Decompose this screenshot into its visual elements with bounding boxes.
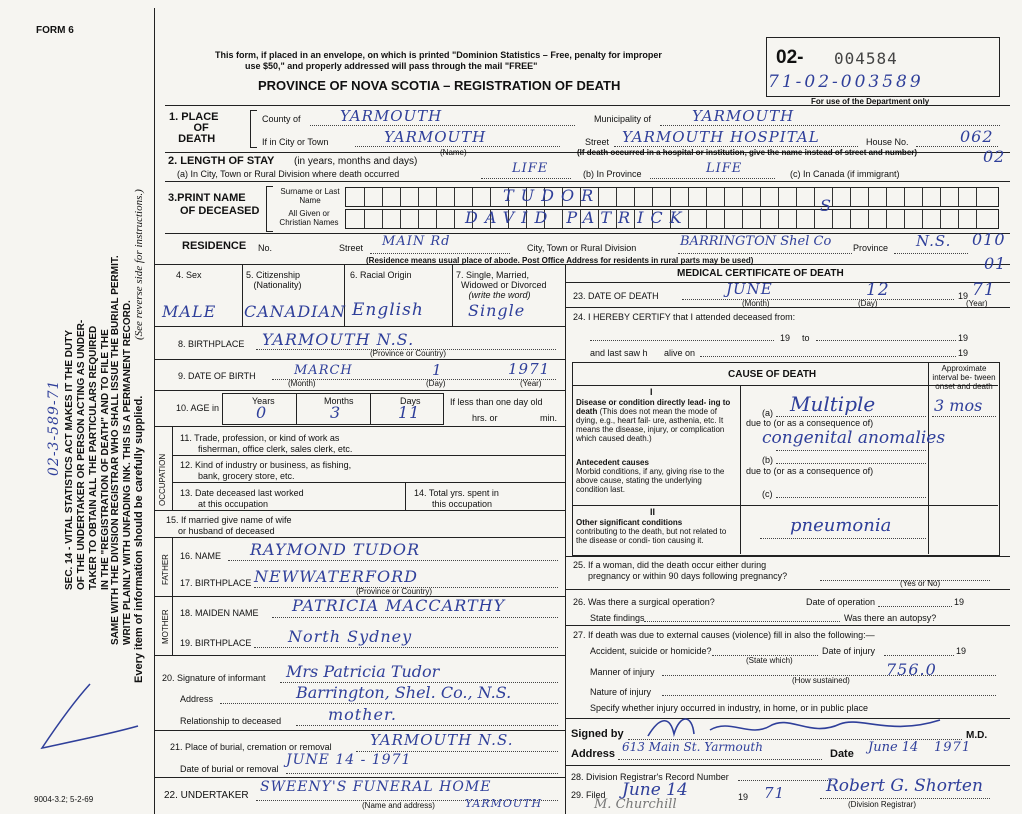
q25-line2: pregnancy or within 90 days following pregnancy? <box>588 571 788 581</box>
mother-birthplace-label: 19. BIRTHPLACE <box>180 638 252 648</box>
cause-part1: I <box>650 387 653 397</box>
registrar-signature[interactable]: Robert G. Shorten <box>826 776 983 796</box>
cause-a-label: (a) <box>762 408 773 418</box>
reg-number: 004584 <box>834 49 898 68</box>
stay-b-label: (b) In Province <box>583 169 642 179</box>
city-value[interactable]: YARMOUTH <box>384 128 487 146</box>
form-label: FORM 6 <box>36 25 74 36</box>
burial-date-label: Date of burial or removal <box>180 764 279 774</box>
age-days-value[interactable]: 11 <box>398 403 421 422</box>
residence-city-value[interactable]: BARRINGTON Shel Co <box>680 234 832 249</box>
rule-q25 <box>565 556 1010 557</box>
municipality-value[interactable]: YARMOUTH <box>692 107 795 125</box>
dod-day-caption: (Day) <box>858 299 878 308</box>
residence-label: RESIDENCE <box>182 240 247 252</box>
surname-value[interactable]: TUDOR <box>503 186 601 205</box>
father-birthplace-value[interactable]: NEWWATERFORD <box>254 567 418 586</box>
father-birthplace-label: 17. BIRTHPLACE <box>180 578 252 588</box>
cause-other-value[interactable]: pneumonia <box>790 515 892 536</box>
side-scrawl <box>30 676 150 756</box>
burial-place-label: 21. Place of burial, cremation or removal <box>170 742 332 752</box>
street-value[interactable]: YARMOUTH HOSPITAL <box>622 128 820 146</box>
racial-value[interactable]: English <box>352 300 424 320</box>
stay-label: 2. LENGTH OF STAY <box>168 155 275 167</box>
dob-day[interactable]: 1 <box>432 361 443 379</box>
dod-month-caption: (Month) <box>742 299 770 308</box>
rule-cause-part2 <box>572 505 998 506</box>
rule-q24 <box>565 307 1010 308</box>
dob-year-caption: (Year) <box>520 379 542 388</box>
sec14-line6: WRITE PLAINLY WITH UNFADING INK. THIS IS A PERMANENT RECORD. <box>122 300 133 645</box>
undertaker-caption: (Name and address) <box>362 801 435 810</box>
rule-occ11 <box>172 455 565 456</box>
name-bracket <box>266 186 273 232</box>
age-months-value[interactable]: 3 <box>330 403 342 422</box>
city-label: If in City or Town <box>262 137 329 147</box>
dod-year[interactable]: 71 <box>972 280 996 300</box>
burial-date-value[interactable]: JUNE 14 - 1971 <box>286 752 412 768</box>
hospital-note: (If death occurred in a hospital or institution, give the name instead of street and number) <box>577 148 918 157</box>
q25-line1: 25. If a woman, did the death occur either during <box>573 560 767 570</box>
citizenship-label: 5. Citizenship (Nationality) <box>246 270 302 290</box>
racial-label: 6. Racial Origin <box>350 270 412 280</box>
rule-occ12 <box>172 482 565 483</box>
residence-street-value[interactable]: MAIN Rd <box>382 234 451 249</box>
rule-burial <box>154 777 565 778</box>
signature-address-value[interactable]: 613 Main St. Yarmouth <box>622 740 763 754</box>
occupation-side-rule <box>172 426 173 510</box>
house-value[interactable]: 062 <box>960 127 994 146</box>
alive-on-19: 19 <box>958 348 969 358</box>
rule-personal <box>154 326 565 327</box>
informant-address-label: Address <box>180 694 214 704</box>
stay-a-value[interactable]: LIFE <box>512 161 549 176</box>
undertaker-value[interactable]: SWEENY'S FUNERAL HOME <box>260 779 492 795</box>
q27-nature: Nature of injury <box>590 687 652 697</box>
every-item-note: Every item of information should be carefully supplied. <box>133 395 145 683</box>
cause-due-value[interactable]: congenital anomalies <box>762 428 946 448</box>
dod-year-caption: (Year) <box>966 299 988 308</box>
age-years-value[interactable]: 0 <box>256 403 268 422</box>
dod-month[interactable]: JUNE <box>726 280 773 298</box>
cause-title: CAUSE OF DEATH <box>728 369 817 380</box>
age-years-label: Years <box>252 396 275 406</box>
less-day-label: If less than one day old <box>450 397 543 407</box>
rule-q27 <box>565 625 1010 626</box>
burial-place-value[interactable]: YARMOUTH N.S. <box>370 731 514 749</box>
dob-day-caption: (Day) <box>426 379 446 388</box>
marital-value[interactable]: Single <box>468 301 526 320</box>
hrs-label: hrs. or <box>472 413 498 423</box>
q27-date-injury: Date of injury <box>822 646 876 656</box>
cause-disease-text: Disease or condition directly lead- ing to death (This does not mean the mode of dying, e.g., heart fail- ure, asthenia, etc. It means the disease, injury, or complication which caused death.) <box>576 398 731 443</box>
alive-on-label: alive on <box>664 348 696 358</box>
personal-col3 <box>452 264 453 326</box>
signature-date-value[interactable]: June 14 <box>868 740 919 755</box>
cause-a-interval[interactable]: 3 mos <box>934 396 983 415</box>
name-hand-s: S <box>820 196 832 215</box>
filed-year[interactable]: 71 <box>764 784 786 802</box>
informant-rel-label: Relationship to deceased <box>180 716 282 726</box>
mail-notice-line1: This form, if placed in an envelope, on which is printed "Dominion Statistics – Free, penalty for improper <box>215 50 662 60</box>
occ11b-label: fisherman, office clerk, sales clerk, etc. <box>198 444 353 454</box>
medical-title: MEDICAL CERTIFICATE OF DEATH <box>677 268 844 279</box>
informant-address-value[interactable]: Barrington, Shel. Co., N.S. <box>296 683 512 702</box>
occ14-label: 14. Total yrs. spent in <box>414 488 499 498</box>
rule-name <box>165 233 1010 234</box>
cause-c-label: (c) <box>762 489 773 499</box>
q26-date-op: Date of operation <box>806 597 876 607</box>
residence-code1: 010 <box>972 230 1006 249</box>
age-days-label: Days <box>400 396 421 406</box>
marital-label: 7. Single, Married, Widowed or Divorced (write the word) <box>456 270 547 300</box>
sec14-line3: TAKER TO OBTAIN ALL THE PARTICULARS REQUIRED <box>88 325 99 590</box>
sec14-line4: IN THE "REGISTRATION OF DEATH" AND TO FILE THE <box>100 329 111 590</box>
father-side-label: FATHER <box>161 554 170 585</box>
certify-to-19: 19 <box>958 333 969 343</box>
sec14-line5: SAME WITH THE DIVISION REGISTRAR WHO SHALL ISSUE THE BURIAL PERMIT. <box>110 255 121 645</box>
q27-code: 756.0 <box>886 660 937 679</box>
name-label1: 3.PRINT NAME <box>168 192 246 204</box>
q27-manner: Manner of injury <box>590 667 655 677</box>
q27-line1: 27. If death was due to external causes (violence) fill in also the following:— <box>573 630 875 640</box>
dob-year[interactable]: 1971 <box>508 360 551 378</box>
municipality-label: Municipality of <box>594 114 652 124</box>
signature-date-year[interactable]: 1971 <box>934 740 972 755</box>
signature-address-label: Address <box>571 748 616 760</box>
stay-c-label: (c) In Canada (if immigrant) <box>790 169 900 179</box>
side-handwritten-number: 02-3-589-71 <box>46 379 62 476</box>
father-name-label: 16. NAME <box>180 551 222 561</box>
place-label: 1. PLACE OF DEATH <box>169 111 219 145</box>
cause-due-label-1: due to (or as a consequence of) <box>746 418 874 428</box>
surname-grid[interactable] <box>345 187 999 207</box>
birthplace-label: 8. BIRTHPLACE <box>178 339 245 349</box>
spouse-label2: or husband of deceased <box>178 526 275 536</box>
q26-19: 19 <box>954 597 965 607</box>
informant-rel-value[interactable]: mother. <box>328 705 397 724</box>
name-label2: OF DECEASED <box>180 205 260 217</box>
mother-maiden-label: 18. MAIDEN NAME <box>180 608 259 618</box>
house-code: 02 <box>983 147 1006 166</box>
dob-month-caption: (Month) <box>288 379 316 388</box>
cause-interval-label: Approximate interval be- tween onset and death <box>932 364 996 391</box>
q27-sustained: (How sustained) <box>792 676 850 685</box>
reg-handwritten: 71-02-003589 <box>768 72 924 92</box>
filed-date[interactable]: June 14 <box>622 780 688 800</box>
q27-specify: Specify whether injury occurred in industry, in home, or in public place <box>590 703 868 713</box>
mother-birthplace-value[interactable]: North Sydney <box>288 627 413 646</box>
stay-a-label: (a) In City, Town or Rural Division where death occurred <box>177 169 400 179</box>
sec14-line2: OF THE UNDERTAKER OR PERSON ACTING AS UNDER- <box>76 319 87 590</box>
form-title: PROVINCE OF NOVA SCOTIA – REGISTRATION OF DEATH <box>258 78 621 93</box>
q27-accident: Accident, suicide or homicide? <box>590 646 712 656</box>
mail-notice-line2: use $50," and properly addressed will pass through the mail "FREE" <box>245 61 538 71</box>
q26-autopsy: Was there an autopsy? <box>844 613 937 623</box>
sex-value[interactable]: MALE <box>162 302 217 321</box>
occ12-label: 12. Kind of industry or business, as fishing, <box>180 460 352 470</box>
residence-no-label: No. <box>258 243 273 253</box>
reg-prefix: 02- <box>776 47 804 68</box>
occ13-label: 13. Date deceased last worked <box>180 488 304 498</box>
q29-label: 29. Filed <box>571 790 606 800</box>
last-saw-label: and last saw h <box>590 348 648 358</box>
mother-maiden-value[interactable]: PATRICIA MACCARTHY <box>292 596 506 615</box>
undertaker-label: 22. UNDERTAKER <box>164 790 249 801</box>
dod-year-prefix: 19 <box>958 291 969 301</box>
q27-state-which: (State which) <box>746 656 793 665</box>
residence-city-label: City, Town or Rural Division <box>527 243 637 253</box>
house-label: House No. <box>866 137 909 147</box>
birthplace-value[interactable]: YARMOUTH N.S. <box>262 330 415 349</box>
residence-note: (Residence means usual place of abode. Post Office Address for residents in rural parts may be used) <box>366 256 754 265</box>
occ14-rule <box>405 482 406 510</box>
mother-side-label: MOTHER <box>161 609 170 644</box>
surname-label: Surname or Last Name <box>280 187 340 205</box>
informant-signature[interactable]: Mrs Patricia Tudor <box>286 662 440 681</box>
rule-age <box>154 426 565 427</box>
dod-label: 23. DATE OF DEATH <box>573 291 659 301</box>
sex-label: 4. Sex <box>176 270 202 280</box>
see-reverse-note: (See reverse side for instructions.) <box>133 189 145 340</box>
cause-other-text: Other significant conditions contributing to the death, but not related to the disease or condi- tion causing it. <box>576 518 727 545</box>
q26-surgical: 26. Was there a surgical operation? <box>573 597 715 607</box>
stay-units: (in years, months and days) <box>294 156 418 167</box>
q28-label: 28. Division Registrar's Record Number <box>571 772 729 782</box>
given-names-label: All Given or Christian Names <box>279 209 339 227</box>
residence-province-label: Province <box>853 243 889 253</box>
cause-antecedent-text: Antecedent causes Morbid conditions, if any, giving rise to the above cause, stating the underlying condition last. <box>576 458 725 494</box>
occ12b-label: bank, grocery store, etc. <box>198 471 295 481</box>
occ11-label: 11. Trade, profession, or kind of work as <box>180 433 340 443</box>
personal-col1 <box>242 264 243 326</box>
rule-occ13 <box>154 510 565 511</box>
rule-dob <box>154 390 565 391</box>
min-label: min. <box>540 413 558 423</box>
q26-findings: State findings <box>590 613 645 623</box>
citizenship-value[interactable]: CANADIAN <box>244 302 347 321</box>
place-bracket <box>250 110 257 148</box>
residence-street-label: Street <box>339 243 364 253</box>
rule-stay <box>165 181 1010 182</box>
birthplace-caption: (Province or Country) <box>370 349 447 358</box>
registrar-caption: (Division Registrar) <box>848 800 917 809</box>
cause-label-col <box>740 385 741 554</box>
occ13b-label: at this occupation <box>198 499 269 509</box>
cause-due-label-2: due to (or as a consequence of) <box>746 466 874 476</box>
rule-q23 <box>565 282 1010 283</box>
city-name-caption: (Name) <box>440 148 467 157</box>
cause-interval-col <box>928 362 929 554</box>
residence-province-value[interactable]: N.S. <box>916 232 952 250</box>
father-birthplace-caption: (Province or Country) <box>356 587 433 596</box>
md-label: M.D. <box>966 730 988 741</box>
spouse-label: 15. If married give name of wife <box>166 515 292 525</box>
rule-division <box>565 765 1010 766</box>
age-months-label: Months <box>324 396 354 406</box>
rule-mother <box>154 655 565 656</box>
sec14-line1: SEC. 14 - VITAL STATISTICS ACT MAKES IT THE DUTY <box>64 329 75 590</box>
left-margin-rule <box>154 8 155 814</box>
residence-code2: 01 <box>984 254 1007 273</box>
stay-b-value[interactable]: LIFE <box>706 161 743 176</box>
certify-to: to <box>802 333 810 343</box>
age-label: 10. AGE in <box>176 403 220 413</box>
street-label: Street <box>585 137 610 147</box>
certify-label: 24. I HEREBY CERTIFY that I attended deceased from: <box>573 312 796 322</box>
dod-day[interactable]: 12 <box>866 280 890 300</box>
county-label: County of <box>262 114 301 124</box>
filed-19: 19 <box>738 792 749 802</box>
certify-from-19: 19 <box>780 333 791 343</box>
form-code: 9004-3.2; 5-2-69 <box>34 795 94 804</box>
signed-by-label: Signed by <box>571 728 624 740</box>
occ14b-label: this occupation <box>432 499 493 509</box>
mid-divider <box>565 265 566 814</box>
q27-19: 19 <box>956 646 967 656</box>
cause-part2: II <box>650 507 656 517</box>
clerk-signature: M. Churchill <box>594 797 677 812</box>
father-name-value[interactable]: RAYMOND TUDOR <box>250 540 421 559</box>
county-value[interactable]: YARMOUTH <box>340 107 443 125</box>
rule-spouse <box>154 537 565 538</box>
q25-yesno: (Yes or No) <box>900 579 941 588</box>
dept-use-note: For use of the Department only <box>811 97 930 106</box>
cause-a-value[interactable]: Multiple <box>790 392 876 416</box>
dob-month[interactable]: MARCH <box>294 363 353 378</box>
occupation-side-label: OCCUPATION <box>158 453 167 506</box>
rule-q26 <box>565 589 1010 590</box>
undertaker-town[interactable]: YARMOUTH <box>465 797 543 810</box>
dob-label: 9. DATE OF BIRTH <box>178 371 256 381</box>
rule-birthplace <box>154 359 565 360</box>
signature-date-label: Date <box>830 748 854 760</box>
cause-b-label: (b) <box>762 455 773 465</box>
given-names-value[interactable]: DAVID PATRICK <box>465 208 689 227</box>
informant-sig-label: 20. Signature of informant <box>162 673 266 683</box>
